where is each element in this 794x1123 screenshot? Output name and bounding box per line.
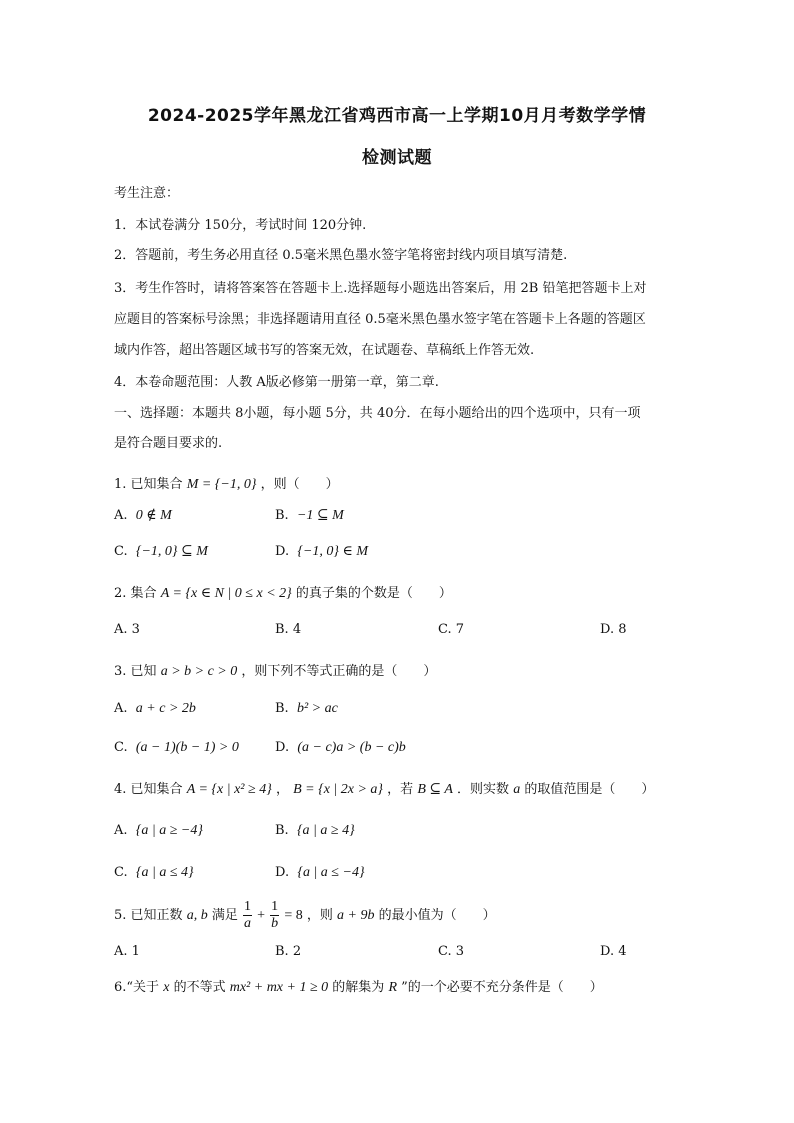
q4-option-c	[114, 862, 194, 884]
q3-option-a-label: A.	[114, 701, 128, 716]
notice-item-3-line3: 域内作答，超出答题区域书写的答案无效，在试题卷、草稿纸上作答无效.	[114, 343, 535, 358]
question-4-suffix: 的取值范围是（ ）	[524, 782, 655, 797]
q3-option-a-math: a + c > 2b	[135, 701, 196, 716]
q3-option-d	[275, 737, 406, 759]
section1-instructions-line2: 是符合题目要求的.	[114, 436, 223, 451]
question-5-then: ，则	[306, 908, 333, 923]
question-5-prefix: 5. 已知正数	[114, 908, 183, 923]
question-4-prefix: 4. 已知集合	[114, 782, 183, 797]
question-2-prefix: 2. 集合	[114, 586, 157, 601]
fraction-1-denominator: a	[243, 916, 251, 931]
section1-instructions-line1: 一、选择题：本题共 8小题，每小题 5分，共 40分．在每小题给出的四个选项中，只有一项	[114, 406, 641, 421]
question-1-math: M = {−1, 0}	[186, 477, 257, 492]
question-6-solution-set: 的解集为	[332, 980, 385, 995]
notice-item-4: 4．本卷命题范围：人教 A版必修第一册第一章，第二章.	[114, 375, 439, 390]
q1-option-d-label: D.	[275, 544, 290, 559]
question-3-suffix: ，则下列不等式正确的是（ ）	[241, 664, 437, 679]
q3-option-d-math: (a − c)a > (b − c)b	[297, 740, 406, 755]
question-4-subset: B ⊆ A	[417, 782, 453, 797]
q4-option-a	[114, 820, 203, 842]
q1-option-b	[275, 505, 344, 527]
q4-option-b	[275, 820, 355, 842]
question-6-inequality-label: 的不等式	[173, 980, 226, 995]
q1-option-d-math: {−1, 0} ∈ M	[297, 544, 369, 559]
q1-option-c-label: C.	[114, 544, 128, 559]
question-3	[114, 661, 436, 683]
q4-option-d-math: {a | a ≤ −4}	[297, 865, 365, 880]
q3-option-b-label: B.	[275, 701, 289, 716]
question-5-suffix: 的最小值为（ ）	[378, 908, 496, 923]
notice-heading: 考生注意：	[114, 186, 180, 201]
question-6-var-x: x	[163, 980, 170, 995]
q4-option-c-math: {a | a ≤ 4}	[135, 865, 194, 880]
q5-option-d: D. 4	[600, 944, 627, 959]
q4-option-c-label: C.	[114, 865, 128, 880]
q3-option-c	[114, 737, 239, 759]
question-6-real-set: R	[388, 980, 398, 995]
question-3-prefix: 3. 已知	[114, 664, 157, 679]
question-5-vars: a, b	[186, 908, 208, 923]
question-4-if: ，若	[387, 782, 414, 797]
question-6-inequality: mx² + mx + 1 ≥ 0	[229, 980, 329, 995]
q1-option-b-label: B.	[275, 508, 289, 523]
q1-option-b-math: −1 ⊆ M	[296, 508, 344, 523]
q1-option-d	[275, 541, 368, 563]
question-3-math: a > b > c > 0	[160, 664, 238, 679]
question-6	[114, 977, 603, 999]
exam-title-line2: 检测试题	[362, 148, 432, 168]
q4-option-d-label: D.	[275, 865, 290, 880]
question-4-comma: ，	[275, 782, 289, 797]
q4-option-b-math: {a | a ≥ 4}	[296, 823, 355, 838]
q4-option-b-label: B.	[275, 823, 289, 838]
q2-option-d: D. 8	[600, 622, 627, 637]
q3-option-b-math: b² > ac	[296, 701, 338, 716]
q3-option-c-label: C.	[114, 740, 128, 755]
question-2-suffix: 的真子集的个数是（ ）	[295, 586, 452, 601]
question-4-set-b: B = {x | 2x > a}	[293, 782, 384, 797]
question-5-fraction-1	[243, 899, 252, 932]
q3-option-d-label: D.	[275, 740, 290, 755]
question-1	[114, 474, 339, 496]
q1-option-a-label: A.	[114, 508, 128, 523]
question-5-plus: +	[257, 908, 266, 923]
q1-option-a-math: 0 ∉ M	[135, 508, 172, 523]
question-2-math: A = {x ∈ N | 0 ≤ x < 2}	[160, 586, 292, 601]
question-5-expression: a + 9b	[337, 908, 375, 923]
question-1-prefix: 1. 已知集合	[114, 477, 183, 492]
question-4-then: ．则实数	[457, 782, 510, 797]
question-5-fraction-2	[270, 899, 279, 932]
q1-option-c	[114, 541, 208, 563]
question-2	[114, 583, 452, 605]
q2-option-c: C. 7	[438, 622, 465, 637]
notice-item-1: 1．本试卷满分 150分，考试时间 120分钟.	[114, 218, 367, 233]
question-4	[114, 779, 654, 801]
q3-option-c-math: (a − 1)(b − 1) > 0	[135, 740, 239, 755]
fraction-1-numerator: 1	[243, 899, 251, 914]
notice-item-3-line2: 应题目的答案标号涂黑；非选择题请用直径 0.5毫米黑色墨水签字笔在答题卡上各题的答题区	[114, 312, 646, 327]
notice-item-3-line1: 3．考生作答时，请将答案答在答题卡上.选择题每小题选出答案后，用 2B 铅笔把答题卡上对	[114, 281, 647, 296]
q4-option-d	[275, 862, 365, 884]
q4-option-a-math: {a | a ≥ −4}	[135, 823, 203, 838]
q4-option-a-label: A.	[114, 823, 128, 838]
question-4-set-a: A = {x | x² ≥ 4}	[186, 782, 272, 797]
exam-title-line1: 2024-2025学年黑龙江省鸡西市高一上学期10月月考数学学情	[147, 106, 647, 126]
fraction-2-denominator: b	[271, 916, 279, 931]
q5-option-c: C. 3	[438, 944, 465, 959]
q2-option-a: A. 3	[114, 622, 140, 637]
q1-option-a	[114, 505, 172, 527]
question-6-suffix: ”的一个必要不充分条件是（ ）	[401, 980, 603, 995]
notice-item-2: 2．答题前，考生务必用直径 0.5毫米黑色墨水签字笔将密封线内项目填写清楚.	[114, 248, 568, 263]
question-5-satisfy: 满足	[211, 908, 238, 923]
question-6-prefix: 6.“关于	[114, 980, 160, 995]
q5-option-a: A. 1	[114, 944, 140, 959]
q3-option-b	[275, 698, 338, 720]
q2-option-b: B. 4	[275, 622, 302, 637]
q3-option-a	[114, 698, 196, 720]
question-5-equals: = 8	[284, 908, 303, 923]
q1-option-c-math: {−1, 0} ⊆ M	[135, 544, 208, 559]
q5-option-b: B. 2	[275, 944, 302, 959]
question-1-suffix: ，则（ ）	[260, 477, 339, 492]
question-5	[114, 898, 496, 934]
fraction-2-numerator: 1	[271, 899, 279, 914]
question-4-var-a: a	[513, 782, 521, 797]
